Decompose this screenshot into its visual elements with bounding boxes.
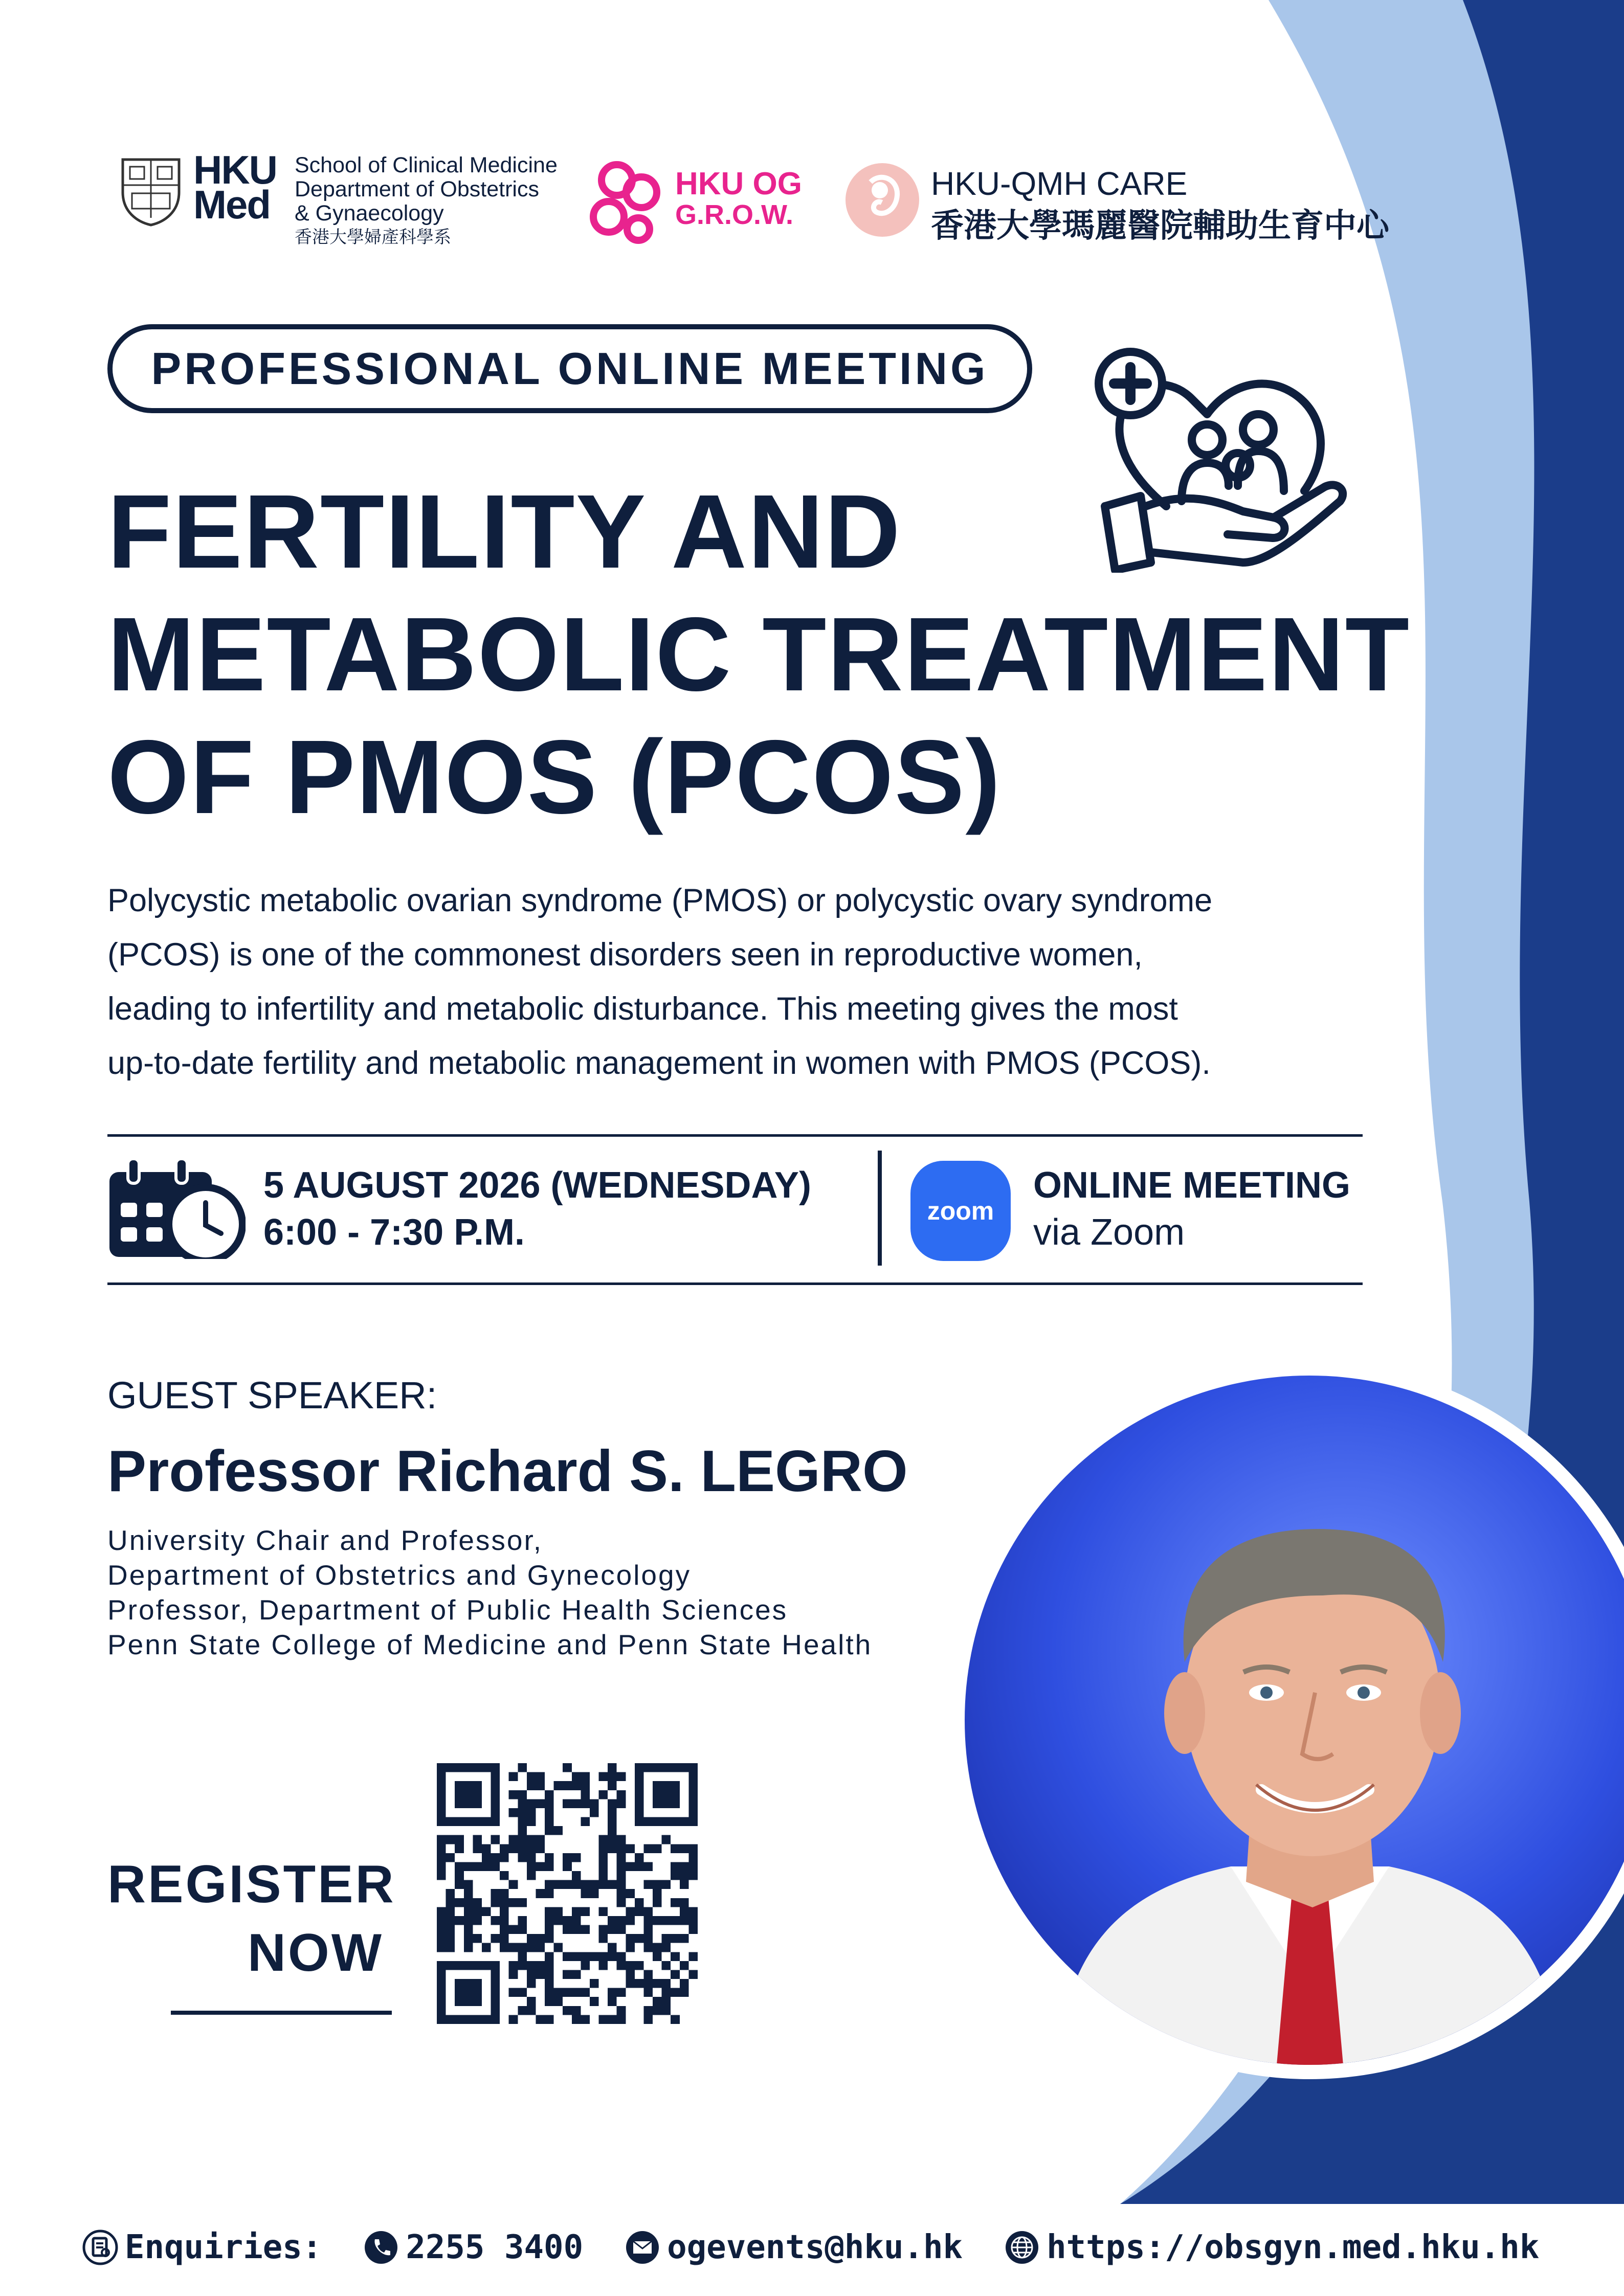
- speaker-name: Professor Richard S. LEGRO: [107, 1439, 908, 1504]
- event-date: 5 AUGUST 2026 (WEDNESDAY): [263, 1165, 811, 1206]
- hku-med-wordmark: [193, 147, 277, 227]
- enquiry-icon: [82, 2229, 119, 2266]
- footer-contacts: [82, 2219, 1580, 2276]
- register-now-label: [107, 1850, 396, 1987]
- zoom-badge-label: zoom: [927, 1197, 994, 1225]
- hku-department-line: School of Clinical Medicine: [295, 153, 558, 177]
- description-line: up-to-date fertility and metabolic management in women with PMOS (PCOS).: [107, 1045, 1211, 1081]
- speaker-affiliation: [107, 1523, 872, 1662]
- title-line: METABOLIC TREATMENT: [107, 596, 1411, 713]
- event-schedule: [263, 1162, 811, 1256]
- enquiries: [82, 2229, 322, 2266]
- email-icon: [624, 2229, 661, 2266]
- email[interactable]: [624, 2229, 963, 2266]
- description-line: (PCOS) is one of the commonest disorders seen in reproductive women,: [107, 937, 1143, 973]
- title-line: OF PMOS (PCOS): [107, 718, 1002, 836]
- grow-wordmark: [675, 166, 802, 230]
- divider-bottom: [107, 1282, 1363, 1285]
- guest-speaker-label: GUEST SPEAKER:: [107, 1374, 437, 1416]
- title-line: FERTILITY AND: [107, 473, 902, 590]
- description-line: Polycystic metabolic ovarian syndrome (PMOS) or polycystic ovary syndrome: [107, 883, 1213, 918]
- divider-vertical: [878, 1151, 882, 1266]
- hku-wordmark-line: Med: [193, 182, 270, 227]
- hku-department-zh: 香港大學婦產科學系: [295, 228, 451, 247]
- zoom-icon: [910, 1161, 1011, 1261]
- hku-department: [295, 153, 558, 250]
- website[interactable]: [1004, 2229, 1539, 2266]
- description-line: leading to infertility and metabolic disturbance. This meeting gives the most: [107, 991, 1178, 1027]
- phone-icon: [363, 2229, 399, 2266]
- care-logo-icon: [844, 156, 921, 243]
- hku-crest-icon: [119, 156, 183, 227]
- register-line: NOW: [247, 1923, 384, 1983]
- event-title: [107, 470, 1437, 839]
- event-time: 6:00 - 7:30 P.M.: [263, 1212, 525, 1253]
- hku-department-line: Department of Obstetrics: [295, 177, 539, 201]
- care-name-zh: 香港大學瑪麗醫院輔助生育中心: [931, 207, 1389, 244]
- event-description: [107, 873, 1417, 1090]
- register-underline: [171, 2011, 392, 2015]
- email-address[interactable]: ogevents@hku.hk: [667, 2229, 963, 2266]
- grow-logo-icon: [588, 154, 670, 246]
- register-line: REGISTER: [107, 1855, 396, 1914]
- grow-wordmark-line: G.R.O.W.: [675, 199, 794, 230]
- grow-wordmark-line: HKU OG: [675, 166, 802, 201]
- calendar-clock-icon: [107, 1157, 246, 1259]
- event-venue: [1033, 1162, 1350, 1256]
- affiliation-line: University Chair and Professor,: [107, 1524, 543, 1556]
- phone[interactable]: [363, 2229, 583, 2266]
- divider-top: [107, 1134, 1363, 1137]
- care-name: [931, 163, 1389, 246]
- website-url[interactable]: https://obsgyn.med.hku.hk: [1047, 2229, 1540, 2266]
- hku-wordmark-line: HKU: [193, 147, 277, 192]
- qr-code-icon[interactable]: [437, 1763, 698, 2024]
- care-name-en: HKU-QMH CARE: [931, 165, 1188, 202]
- venue-label: ONLINE MEETING: [1033, 1165, 1351, 1206]
- affiliation-line: Penn State College of Medicine and Penn State Health: [107, 1629, 873, 1660]
- venue-platform: via Zoom: [1033, 1212, 1185, 1253]
- phone-number[interactable]: 2255 3400: [406, 2229, 584, 2266]
- affiliation-line: Department of Obstetrics and Gynecology: [107, 1559, 692, 1591]
- globe-icon: [1004, 2229, 1040, 2266]
- hku-department-line: & Gynaecology: [295, 201, 444, 226]
- enquiries-label: Enquiries:: [125, 2229, 322, 2266]
- affiliation-line: Professor, Department of Public Health Sciences: [107, 1594, 788, 1626]
- event-type-pill: PROFESSIONAL ONLINE MEETING: [107, 324, 1032, 413]
